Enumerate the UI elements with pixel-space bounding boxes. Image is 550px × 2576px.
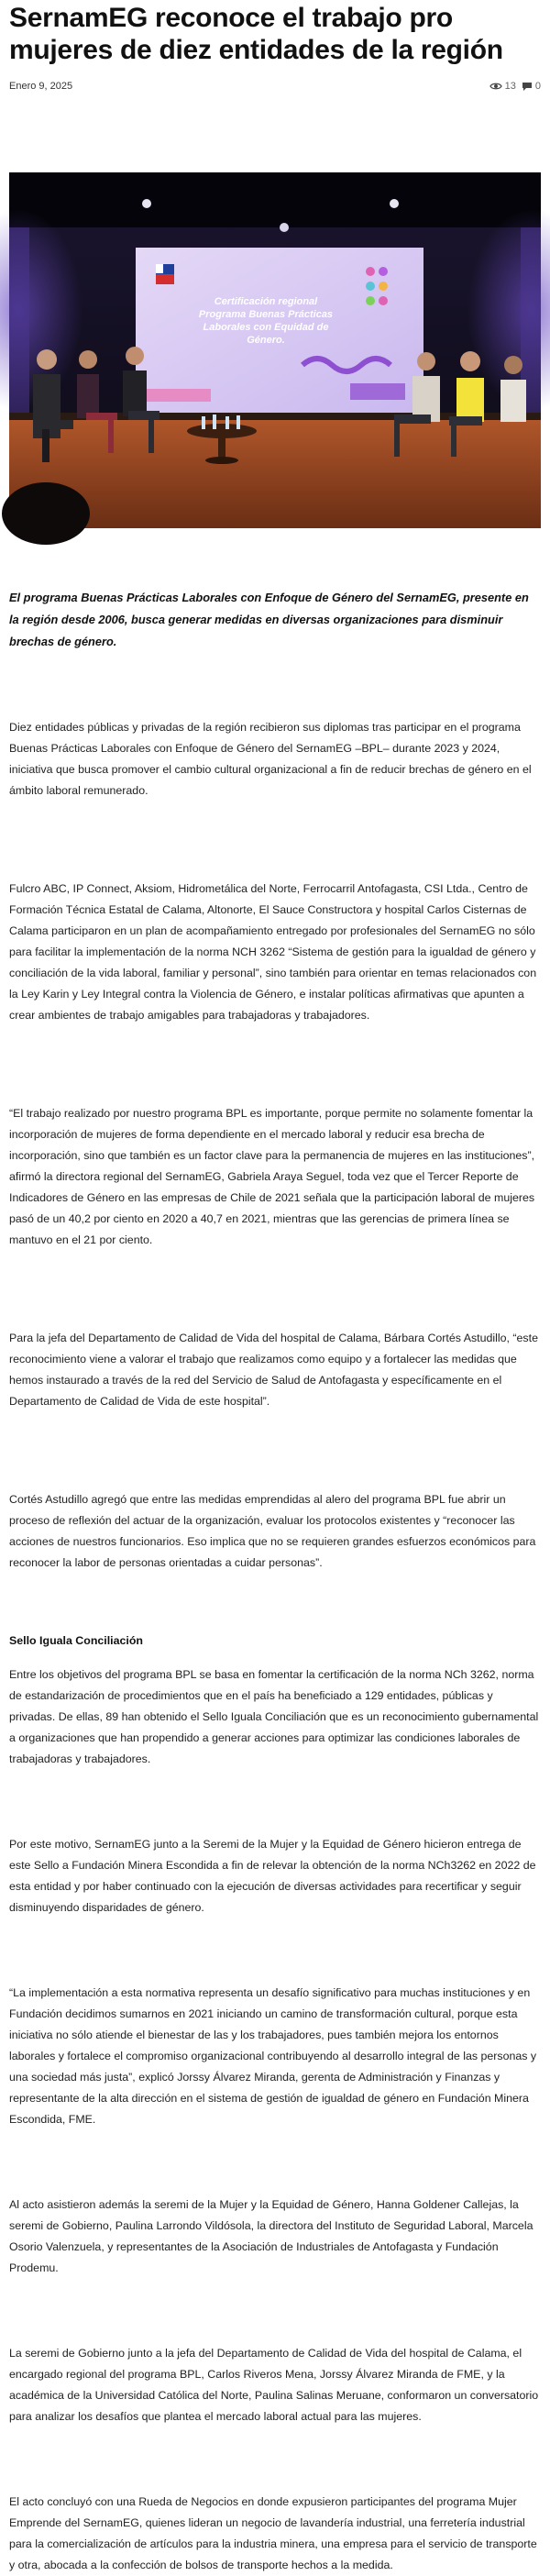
article-paragraph: Para la jefa del Departamento de Calidad de Vida del hospital de Calama, Bárbara Cortés Astudillo, “este reconocimiento viene a valorar el trabajo que realizamos como equipo y a fortalecer las medidas que hemos instaurado a través de la red del Servicio de Salud de Antofagasta y específicamente en el Departamento de Calidad de Vida de este hospital”. — [9, 1332, 538, 1408]
article-paragraph: La seremi de Gobierno junto a la jefa del Departamento de Calidad de Vida del hospital de Calama, el encargado regional del programa BPL, Carlos Riveros Mena, Jorssy Álvarez Miranda de FME, y la académica de la Universidad Católica del Norte, Paulina Salinas Meruane, conformaron un conversatorio para analizar los desafíos que plantea el mercado laboral actual para las mujeres. — [9, 2347, 539, 2423]
slide-title-line: Certificación regional — [214, 296, 318, 307]
article-paragraph: Por este motivo, SernamEG junto a la Seremi de la Mujer y la Equidad de Género hicieron entrega de este Sello a Fundación Minera Escondida a fin de relevar la obtención de la norma NCh3262 en 2022 de esta entidad y por haber continuado con la ejecución de diversas actividades para recertificar y seguir disminuyendo disparidades de género. — [9, 1838, 536, 1914]
section-subheading: Sello Iguala Conciliación — [9, 1634, 143, 1647]
comments-count: 0 — [534, 81, 541, 92]
article-paragraph: “La implementación a esta normativa representa un desafío significativo para muchas instituciones y en Fundación decidimos sumarnos en 2021 iniciando un camino de transformación cultural, porque esta iniciativa no sólo atiende el bienestar de las y los trabajadores, pues también mejora los entornos laborales y fortalece el compromiso organizacional contribuyendo al desarrollo integral de las personas y una sociedad más justa”, explicó Jorssy Álvarez Miranda, gerenta de Administración y Finanzas y representante de la alta dirección en el sistema de gestión de igualdad de género en Fundación Minera Escondida, FME. — [9, 1986, 537, 2126]
projection-screen — [136, 248, 424, 413]
article-paragraph: El acto concluyó con una Rueda de Negocios en donde expusieron participantes del programa Mujer Emprende del SernamEG, quienes lideran un negocio de lavandería industrial, una ferretería industrial para la comercialización de artículos para la industria minera, una empresa para el servicio de transporte y otra, abocada a la confección de bolsos de transporte hechos a la medida. — [9, 2495, 537, 2571]
slide-title-line: Género. — [247, 335, 285, 346]
article-paragraph: “El trabajo realizado por nuestro programa BPL es importante, porque permite no solamente fomentar la incorporación de mujeres de forma dependiente en el mercado laboral y reducir esa brecha de incorporación, sino que también es un factor clave para la permanencia de mujeres en las instituciones”, afirmó la directora regional del SernamEG, Gabriela Araya Seguel, toda vez que el Tercer Reporte de Indicadores de Género en las empresas de Chile de 2021 señala que la participación laboral de mujeres pasó de un 40,2 por ciento en 2020 a 40,7 en 2021, mientras que las gerencias de primera línea se mantuvo en el 21 por ciento. — [9, 1107, 535, 1246]
views-counter — [490, 81, 516, 92]
article-meta — [9, 81, 541, 95]
article-photo — [9, 172, 541, 528]
article-paragraph: Fulcro ABC, IP Connect, Aksiom, Hidrometálica del Norte, Ferrocarril Antofagasta, CSI Ltda., Centro de Formación Técnica Estatal de Calama, Altonorte, El Sauce Constructora y hospital Carlos Cisternas de Calama participaron en un plan de acompañamiento entregado por profesionales del SernamEG no sólo para facilitar la implementación de la norma NCH 3262 “Sistema de gestión para la igualdad de género y conciliación de la vida laboral, familiar y personal”, sino también para orientar en temas relacionados con la Ley Karin y Ley Integral contra la Violencia de Género, e instalar políticas afirmativas que apunten a crear ambientes de trabajo amigables para trabajadoras y trabajadores. — [9, 882, 537, 1022]
article-body — [9, 587, 541, 2576]
article-date: Enero 9, 2025 — [9, 81, 73, 92]
article-stats — [490, 81, 541, 92]
article-lead: El programa Buenas Prácticas Laborales con Enfoque de Género del SernamEG, presente en la región desde 2006, busca generar medidas en diversas organizaciones para disminuir brechas de género. — [9, 591, 529, 648]
article-paragraph: Al acto asistieron además la seremi de la Mujer y la Equidad de Género, Hanna Goldener Callejas, la seremi de Gobierno, Paulina Larrondo Vildósola, la directora del Instituto de Seguridad Laboral, Marcela Osorio Valenzuela, y representantes de la Asociación de Industriales de Antofagasta y Fundación Prodemu. — [9, 2198, 534, 2274]
comment-icon — [522, 82, 533, 92]
views-count: 13 — [504, 81, 516, 92]
slide-title-line: Programa Buenas Prácticas — [198, 309, 334, 320]
article-paragraph: Cortés Astudillo agregó que entre las medidas emprendidas al alero del programa BPL fue abrir un proceso de reflexión del actuar de la organización, evaluar los protocolos existentes y “reconocer las acciones de nuestros funcionarios. Eso implica que no se requieren grandes esfuerzos económicos para reconocer la labor de personas orientadas a cuidar personas”. — [9, 1493, 536, 1569]
article-paragraph: Entre los objetivos del programa BPL se basa en fomentar la certificación de la norma NCh 3262, norma de estandarización de procedimientos que en el país ha beneficiado a 129 entidades, públicas y privadas. De ellas, 89 han obtenido el Sello Iguala Conciliación que es un reconocimiento gubernamental a organizaciones que han propendido a generar acciones para optimizar las condiciones laborales de trabajadoras y trabajadores. — [9, 1668, 539, 1765]
audience-head — [2, 482, 90, 545]
event-photo-illustration — [9, 172, 541, 528]
article-paragraph: Diez entidades públicas y privadas de la región recibieron sus diplomas tras participar en el programa Buenas Prácticas Laborales con Enfoque de Género del SernamEG –BPL– durante 2023 y 2024, iniciativa que busca promover el cambio cultural organizacional a fin de reducir brechas de género en el ámbito laboral remunerado. — [9, 721, 532, 797]
eye-icon — [490, 82, 502, 91]
slide-title-line: Laborales con Equidad de — [203, 322, 329, 333]
article-title: SernamEG reconoce el trabajo pro mujeres de diez entidades de la región — [9, 3, 503, 65]
comments-counter[interactable] — [522, 81, 541, 92]
